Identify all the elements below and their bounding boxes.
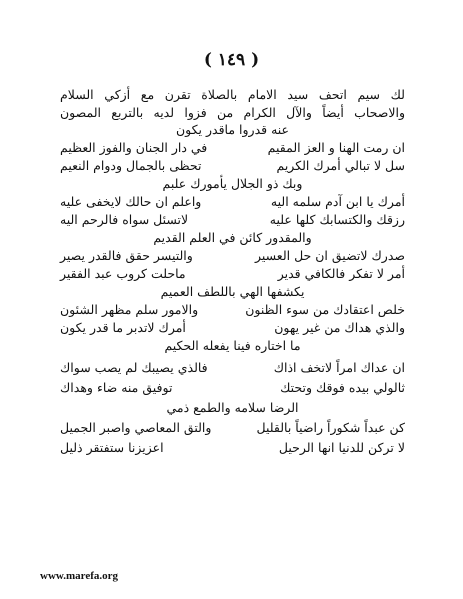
refrain-line: عنه قدروا ماقدر يكون <box>175 122 290 137</box>
verse-line <box>60 380 405 396</box>
verse-line <box>60 158 405 174</box>
refrain-line: الرضا سلامه والطمع ذمي <box>166 400 299 415</box>
verse-left-hemistich: والامور سلم مظهر الشئون <box>60 302 199 317</box>
verse-line <box>60 194 405 210</box>
prose-line: لك سيم اتحف سيد الامام بالصلاة تقرن مع أزكي السلام <box>60 87 405 102</box>
verse-right-hemistich: ان رمت الهنا و العز المقيم <box>267 140 405 155</box>
verse-left-hemistich: تحظى بالجمال ودوام النعيم <box>60 158 202 173</box>
verse-right-hemistich: ان عداك امراً لاتخف اذاك <box>273 360 405 375</box>
verse-right-hemistich: كن عبداً شكوراً راضياً بالقليل <box>256 420 405 435</box>
verse-left-hemistich: واعلم ان حالك لايخفى عليه <box>60 194 202 209</box>
verse-left-hemistich: في دار الجنان والفوز العظيم <box>60 140 208 155</box>
verse-right-hemistich: أمرك يا ابن آدم سلمه اليه <box>270 194 405 209</box>
verse-right-hemistich: صدرك لاتضيق ان حل العسير <box>254 248 405 263</box>
verse-line <box>60 266 405 282</box>
verse-line <box>60 140 405 156</box>
verse-line <box>60 320 405 336</box>
verse-left-hemistich: والتيسر حقق فالقدر يصير <box>60 248 193 263</box>
verse-right-hemistich: لا تركن للدنيا انها الرحيل <box>278 440 405 455</box>
verse-right-hemistich: سل لا تبالي أمرك الكريم <box>276 158 405 173</box>
verse-left-hemistich: اعزيزنا ستفتقر ذليل <box>60 440 164 455</box>
verse-line <box>60 440 405 456</box>
verse-left-hemistich: والتق المعاصي واصبر الجميل <box>60 420 212 435</box>
verse-left-hemistich: توفيق منه ضاء وهداك <box>60 380 173 395</box>
refrain-line: وبك ذو الجلال يأمورك علبم <box>162 176 303 191</box>
verse-line <box>60 302 405 318</box>
refrain-line: ما اختاره فينا يفعله الحكيم <box>164 338 301 353</box>
verse-line <box>60 420 405 436</box>
verse-line <box>60 212 405 228</box>
verse-right-hemistich: خلص اعتقادك من سوء الظنون <box>245 302 405 317</box>
verse-right-hemistich: رزقك والكتسابك كلها عليه <box>269 212 405 227</box>
verse-right-hemistich: أمر لا تفكر فالكافي قدير <box>277 266 405 281</box>
refrain-line: والمقدور كائن في العلم القديم <box>153 230 312 245</box>
refrain-line: يكشفها الهي باللطف العميم <box>160 284 305 299</box>
verse-left-hemistich: فالذي يصيبك لم يصب سواك <box>60 360 208 375</box>
verse-left-hemistich: لاتسئل سواه فالرحم اليه <box>60 212 189 227</box>
footer-url: www.marefa.org <box>40 570 118 582</box>
verse-right-hemistich: والذي هداك من غير يهون <box>274 320 405 335</box>
page-number: ( ١٤٩ ) <box>203 50 260 70</box>
verse-line <box>60 248 405 264</box>
verse-line <box>60 360 405 376</box>
verse-left-hemistich: ماحلت كروب عبد الفقير <box>60 266 186 281</box>
prose-line: والاصحاب أيضاً والآل الكرام من فزوا لديه بالتربع المصون <box>60 105 405 120</box>
verse-right-hemistich: ثالولي بيده فوقك وتحتك <box>280 380 405 395</box>
verse-left-hemistich: أمرك لاتدبر ما قدر يكون <box>60 320 186 335</box>
